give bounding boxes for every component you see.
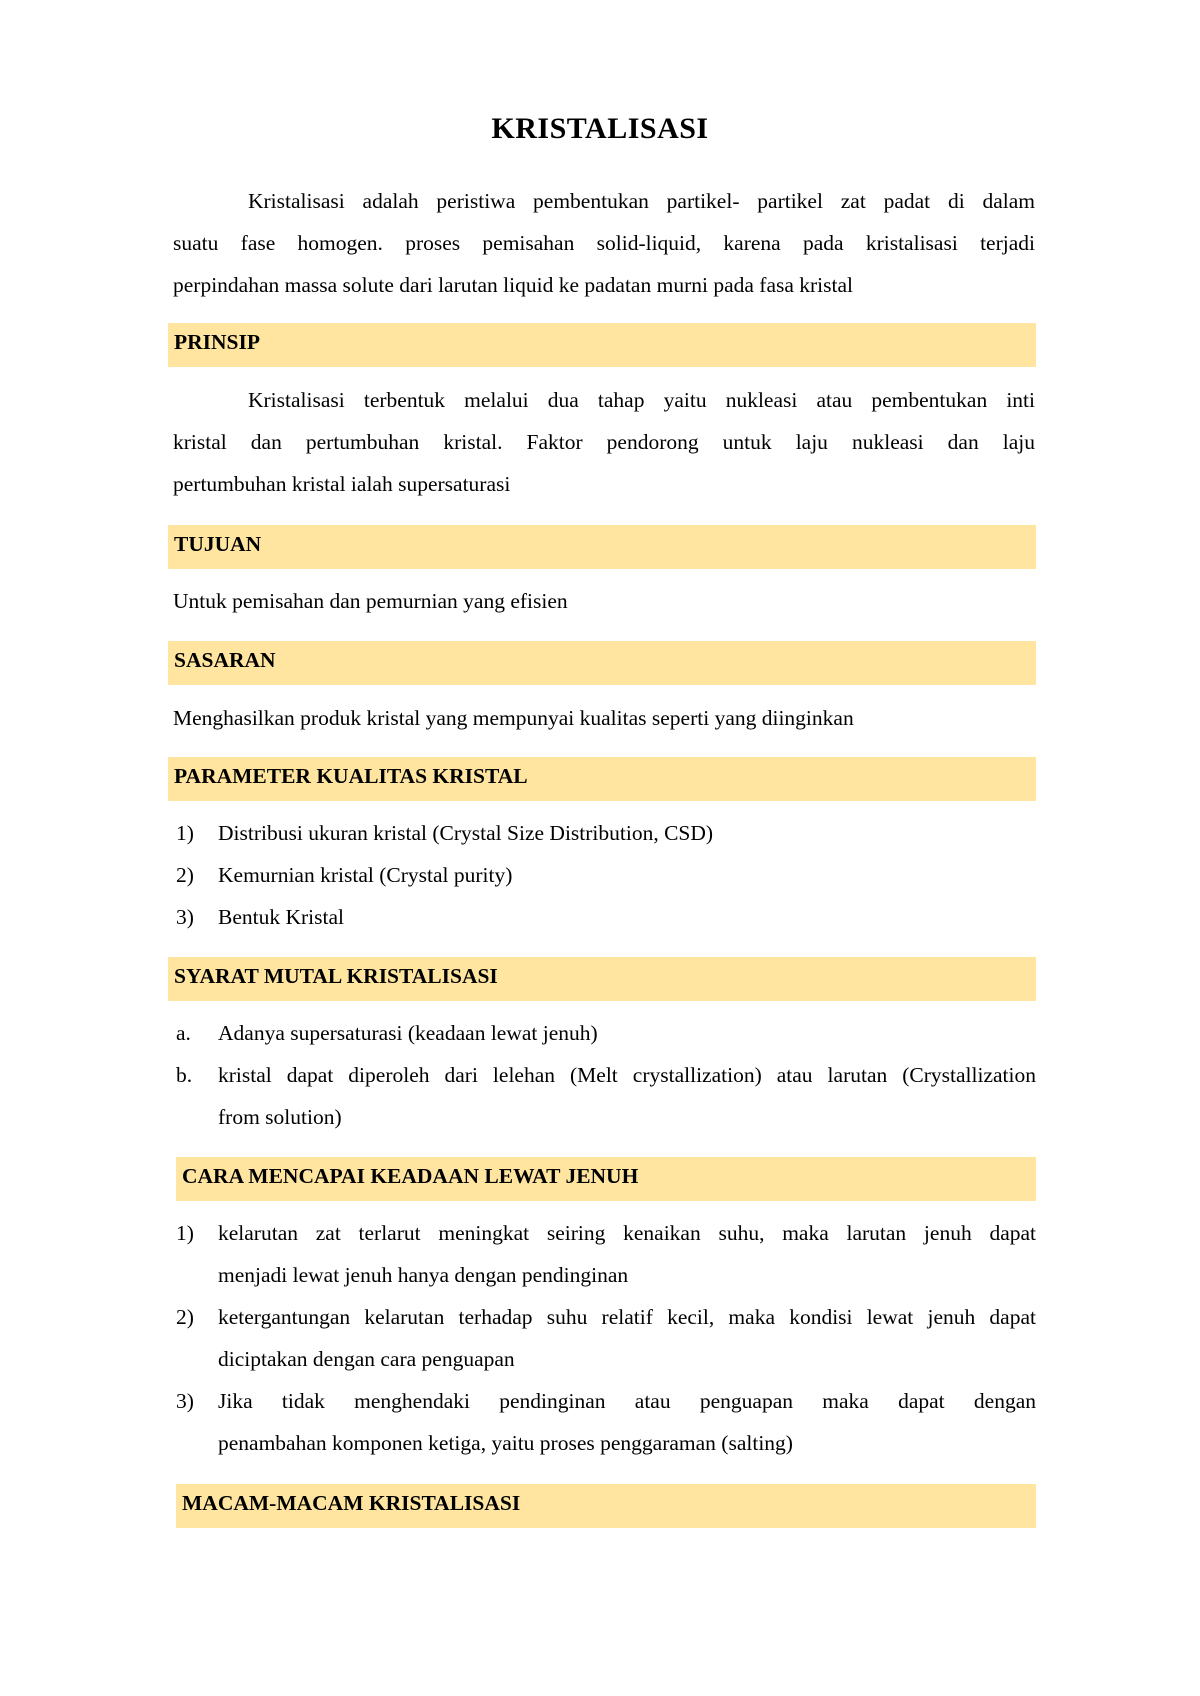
- section-heading-band: [176, 1484, 1036, 1528]
- section-heading-cara: CARA MENCAPAI KEADAAN LEWAT JENUH: [182, 1164, 639, 1188]
- list-marker: 2): [176, 1305, 194, 1329]
- list-item-text: Jika tidak menghendaki pendinginan atau penguapan maka dapat dengan: [218, 1389, 1036, 1413]
- list-marker: 3): [176, 905, 194, 929]
- section-heading-tujuan: TUJUAN: [174, 532, 262, 556]
- list-item: [176, 812, 1036, 854]
- list-item-text: from solution): [218, 1105, 342, 1129]
- list-item: [176, 1296, 1036, 1380]
- list-item-text: kelarutan zat terlarut meningkat seiring kenaikan suhu, maka larutan jenuh dapat: [218, 1221, 1036, 1245]
- cara-list: [176, 1212, 1036, 1464]
- list-marker: 3): [176, 1389, 194, 1413]
- list-marker: b.: [176, 1063, 193, 1087]
- section-heading-band: [168, 757, 1036, 801]
- syarat-list: [176, 1012, 1036, 1138]
- list-item: [176, 896, 1036, 938]
- tujuan-text: Untuk pemisahan dan pemurnian yang efisien: [173, 589, 568, 613]
- list-item: [176, 1380, 1036, 1464]
- list-item-text: diciptakan dengan cara penguapan: [218, 1347, 515, 1371]
- section-heading-band: [168, 323, 1036, 367]
- list-item-text: kristal dapat diperoleh dari lelehan (Melt crystallization) atau larutan (Crystallization: [218, 1063, 1036, 1087]
- section-heading-sasaran: SASARAN: [174, 648, 276, 672]
- list-item-text: ketergantungan kelarutan terhadap suhu relatif kecil, maka kondisi lewat jenuh dapat: [218, 1305, 1036, 1329]
- list-item: [176, 854, 1036, 896]
- list-item-text: penambahan komponen ketiga, yaitu proses penggaraman (salting): [218, 1431, 793, 1455]
- list-item-text: Distribusi ukuran kristal (Crystal Size Distribution, CSD): [218, 821, 714, 845]
- section-heading-band: [168, 525, 1036, 569]
- document-title: KRISTALISASI: [491, 112, 709, 145]
- parameter-list: [176, 812, 1036, 938]
- list-marker: 1): [176, 821, 194, 845]
- list-item-text: Bentuk Kristal: [218, 905, 344, 929]
- list-item: [176, 1212, 1036, 1296]
- sasaran-text: Menghasilkan produk kristal yang mempunyai kualitas seperti yang diinginkan: [173, 706, 854, 730]
- section-heading-band: [168, 957, 1036, 1001]
- prinsip-line-1: Kristalisasi terbentuk melalui dua tahap yaitu nukleasi atau pembentukan inti: [248, 388, 1035, 412]
- list-marker: 2): [176, 863, 194, 887]
- intro-paragraph: [173, 180, 1035, 306]
- prinsip-line-2: kristal dan pertumbuhan kristal. Faktor pendorong untuk laju nukleasi dan laju: [173, 430, 1035, 454]
- section-heading-band: [176, 1157, 1036, 1201]
- list-item-text: Adanya supersaturasi (keadaan lewat jenuh): [218, 1021, 598, 1045]
- section-heading-band: [168, 641, 1036, 685]
- intro-line-2: suatu fase homogen. proses pemisahan solid-liquid, karena pada kristalisasi terjadi: [173, 231, 1035, 255]
- list-item: [176, 1054, 1036, 1138]
- list-marker: 1): [176, 1221, 194, 1245]
- intro-line-3: perpindahan massa solute dari larutan liquid ke padatan murni pada fasa kristal: [173, 273, 854, 297]
- list-item-text: menjadi lewat jenuh hanya dengan pendinginan: [218, 1263, 629, 1287]
- prinsip-paragraph: [173, 379, 1035, 505]
- intro-line-1: Kristalisasi adalah peristiwa pembentukan partikel- partikel zat padat di dalam: [248, 189, 1035, 213]
- list-marker: a.: [176, 1021, 191, 1045]
- section-heading-syarat: SYARAT MUTAL KRISTALISASI: [174, 964, 498, 988]
- list-item: [176, 1012, 1036, 1054]
- prinsip-line-3: pertumbuhan kristal ialah supersaturasi: [173, 472, 511, 496]
- section-heading-prinsip: PRINSIP: [174, 330, 261, 354]
- section-heading-parameter: PARAMETER KUALITAS KRISTAL: [174, 764, 528, 788]
- list-item-text: Kemurnian kristal (Crystal purity): [218, 863, 513, 887]
- section-heading-macam: MACAM-MACAM KRISTALISASI: [182, 1491, 521, 1515]
